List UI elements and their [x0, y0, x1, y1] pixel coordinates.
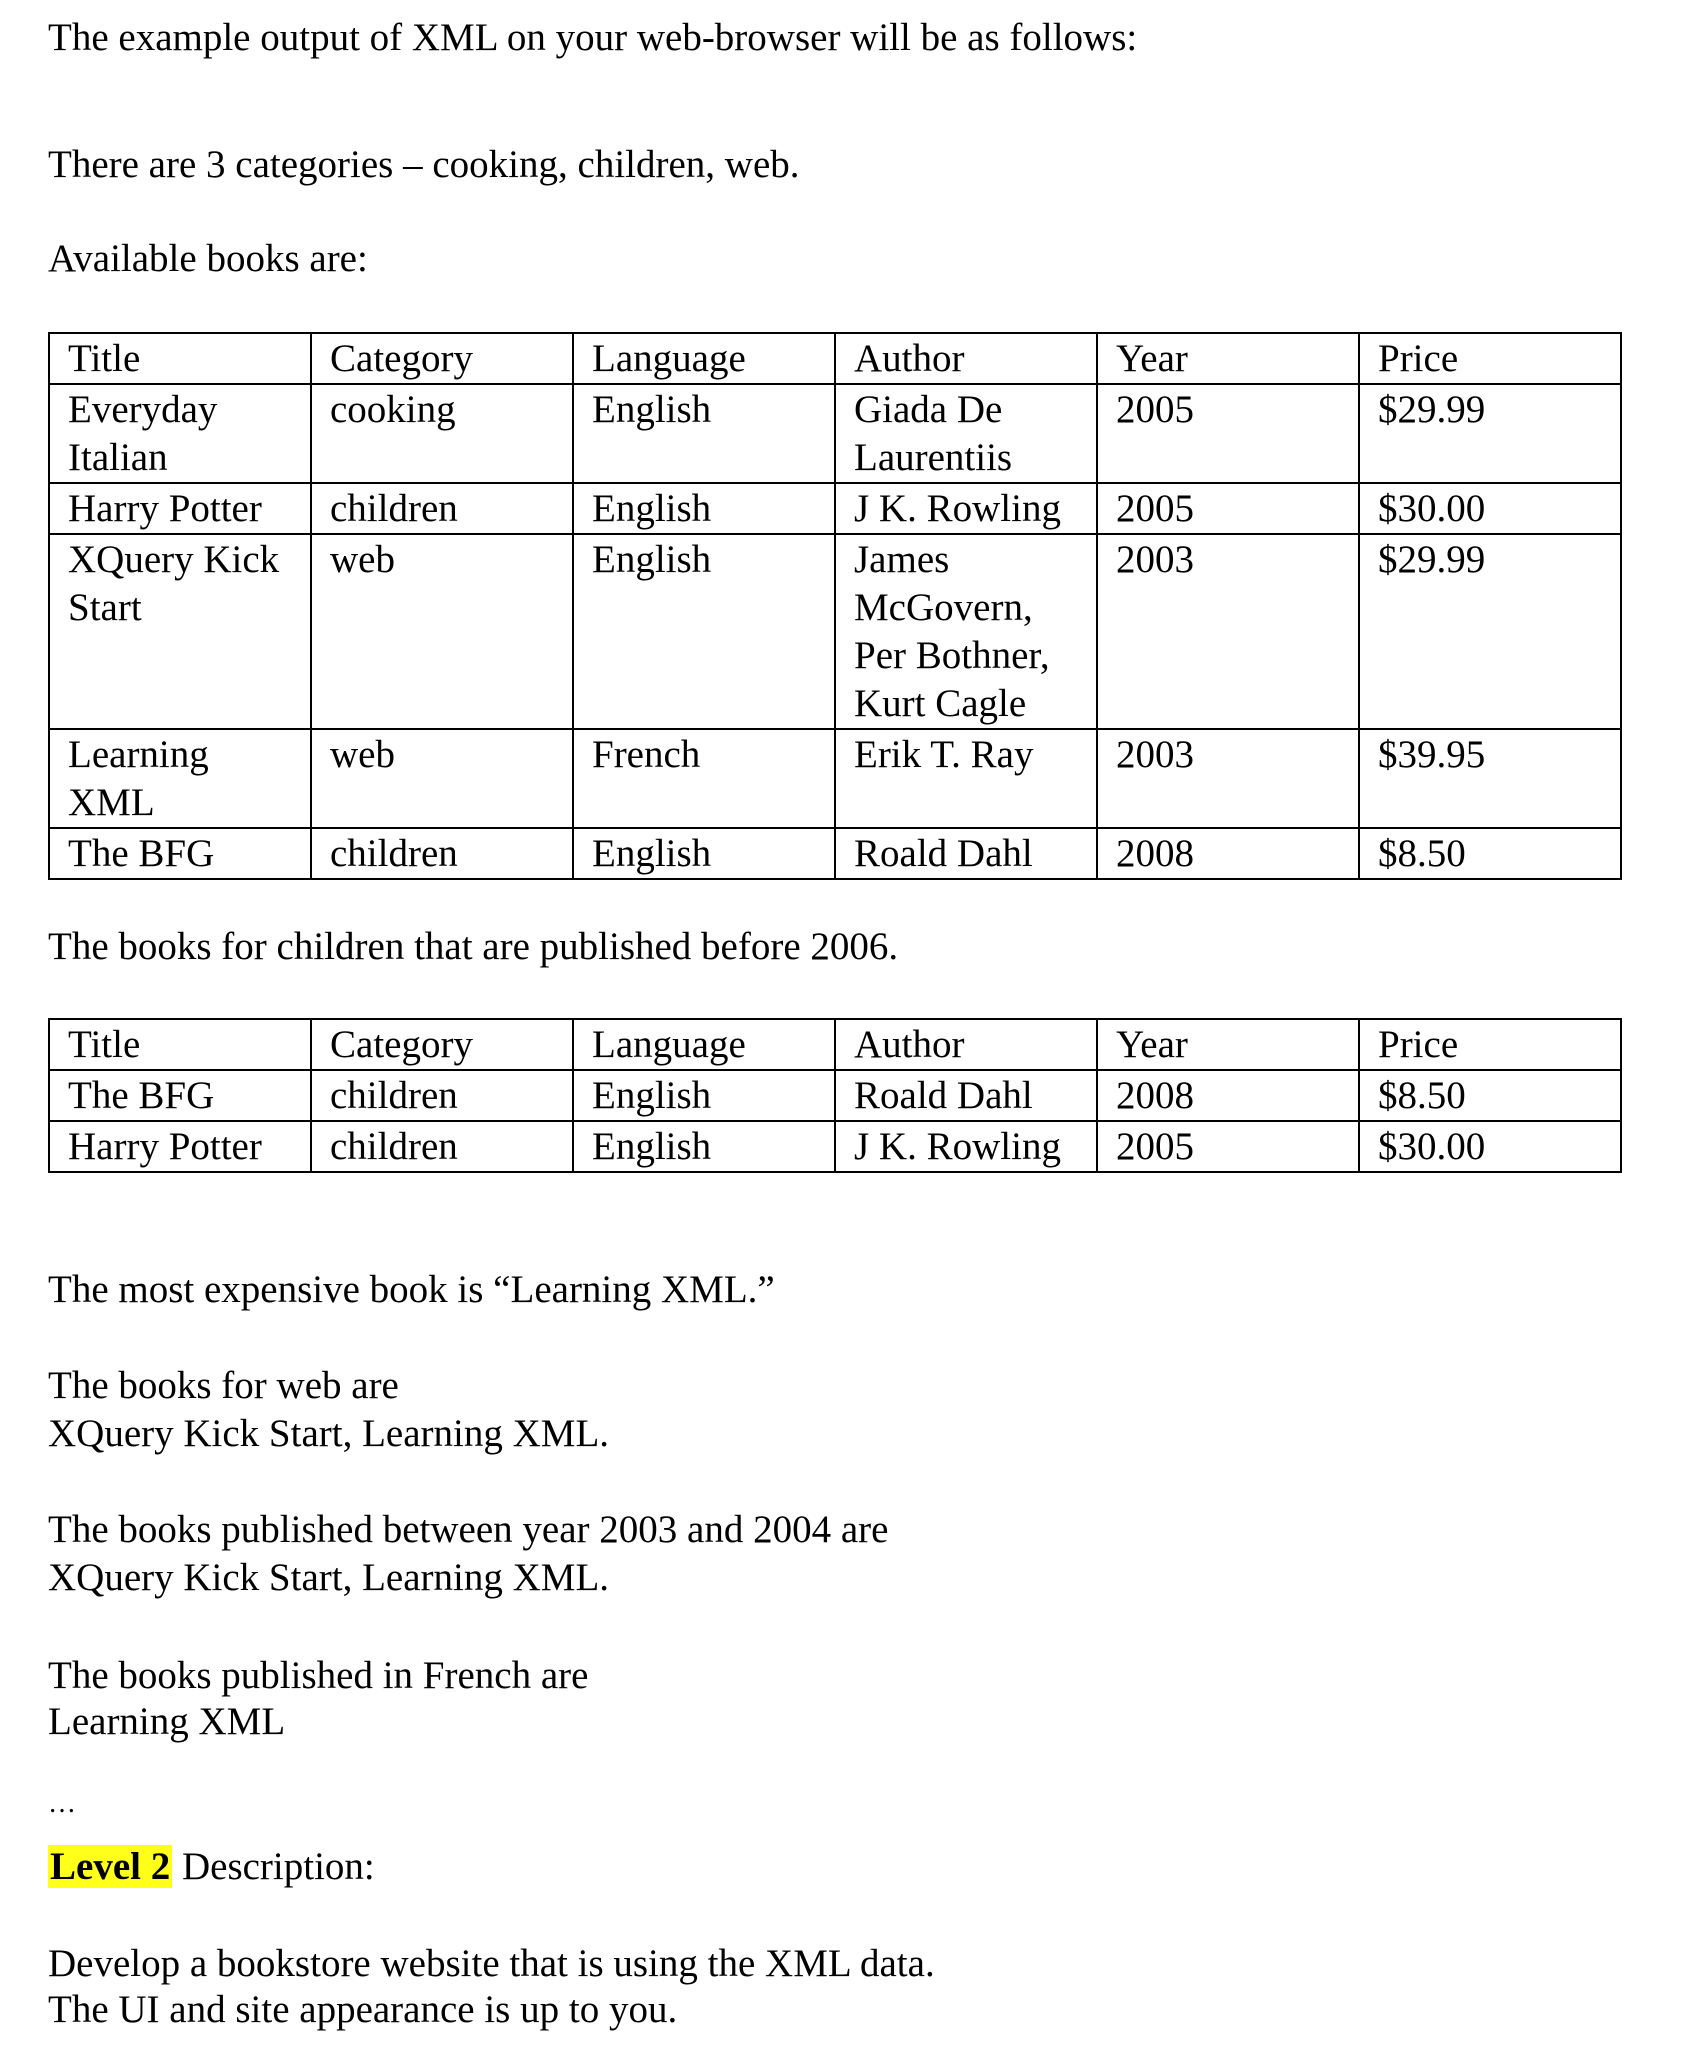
- available-books-label: Available books are:: [48, 237, 368, 280]
- header-cell: Author: [835, 1019, 1097, 1070]
- price-cell: $30.00: [1359, 1121, 1621, 1172]
- develop-line1: Develop a bookstore website that is using the XML data.: [48, 1942, 935, 1985]
- title-cell: Learning XML: [49, 729, 311, 828]
- table-row: [49, 729, 1621, 828]
- table-row: [49, 1070, 1621, 1121]
- author-cell: [835, 384, 1097, 483]
- title-cell: Everyday Italian: [49, 384, 311, 483]
- table-header-row: [49, 333, 1621, 384]
- price-cell: $29.99: [1359, 384, 1621, 483]
- category-cell: web: [311, 729, 573, 828]
- language-cell: English: [573, 1070, 835, 1121]
- year-cell: 2003: [1097, 534, 1359, 729]
- title-cell: Harry Potter: [49, 1121, 311, 1172]
- header-cell: Title: [49, 333, 311, 384]
- year-cell: 2008: [1097, 1070, 1359, 1121]
- year-cell: 2005: [1097, 483, 1359, 534]
- level-rest: Description:: [172, 1845, 375, 1888]
- author-cell: J K. Rowling: [835, 1121, 1097, 1172]
- category-cell: web: [311, 534, 573, 729]
- language-cell: English: [573, 384, 835, 483]
- author-cell: Erik T. Ray: [835, 729, 1097, 828]
- header-cell: Price: [1359, 333, 1621, 384]
- category-cell: children: [311, 1121, 573, 1172]
- header-cell: Year: [1097, 333, 1359, 384]
- year-cell: 2005: [1097, 1121, 1359, 1172]
- year-books-line1: The books published between year 2003 and 2004 are: [48, 1508, 889, 1551]
- table-row: [49, 384, 1621, 483]
- header-cell: Title: [49, 1019, 311, 1070]
- header-cell: Category: [311, 333, 573, 384]
- table-row: [49, 828, 1621, 879]
- table-header-row: [49, 1019, 1621, 1070]
- categories-text: There are 3 categories – cooking, children, web.: [48, 143, 800, 186]
- category-cell: cooking: [311, 384, 573, 483]
- children-books-label: The books for children that are published before 2006.: [48, 925, 899, 968]
- language-cell: English: [573, 483, 835, 534]
- price-cell: $8.50: [1359, 828, 1621, 879]
- children-books-table: [48, 1018, 1622, 1173]
- ellipsis: …: [48, 1788, 76, 1819]
- header-cell: Language: [573, 333, 835, 384]
- title-cell: Harry Potter: [49, 483, 311, 534]
- language-cell: English: [573, 1121, 835, 1172]
- web-books-line2: XQuery Kick Start, Learning XML.: [48, 1412, 610, 1455]
- title-cell: The BFG: [49, 1070, 311, 1121]
- table-row: [49, 534, 1621, 729]
- header-cell: Language: [573, 1019, 835, 1070]
- price-cell: $39.95: [1359, 729, 1621, 828]
- header-cell: Author: [835, 333, 1097, 384]
- title-cell: XQuery Kick Start: [49, 534, 311, 729]
- author-cell: James McGovern, Per Bothner, Kurt Cagle: [835, 534, 1097, 729]
- books-table: [48, 332, 1622, 880]
- web-books-line1: The books for web are: [48, 1364, 399, 1407]
- category-cell: children: [311, 828, 573, 879]
- level-description: [48, 1843, 375, 1891]
- year-books-line2: XQuery Kick Start, Learning XML.: [48, 1556, 610, 1599]
- author-cell: Roald Dahl: [835, 1070, 1097, 1121]
- price-cell: $29.99: [1359, 534, 1621, 729]
- author-cell: Roald Dahl: [835, 828, 1097, 879]
- french-books-line1: The books published in French are: [48, 1654, 589, 1697]
- year-cell: 2008: [1097, 828, 1359, 879]
- header-cell: Category: [311, 1019, 573, 1070]
- year-cell: 2003: [1097, 729, 1359, 828]
- category-cell: children: [311, 1070, 573, 1121]
- price-cell: $8.50: [1359, 1070, 1621, 1121]
- year-cell: 2005: [1097, 384, 1359, 483]
- most-expensive-text: The most expensive book is “Learning XML.”: [48, 1268, 775, 1311]
- french-books-line2: Learning XML: [48, 1700, 286, 1743]
- price-cell: $30.00: [1359, 483, 1621, 534]
- header-cell: Price: [1359, 1019, 1621, 1070]
- title-cell: The BFG: [49, 828, 311, 879]
- language-cell: English: [573, 828, 835, 879]
- author-cell: J K. Rowling: [835, 483, 1097, 534]
- language-cell: French: [573, 729, 835, 828]
- develop-line2: The UI and site appearance is up to you.: [48, 1988, 678, 2031]
- table-row: [49, 483, 1621, 534]
- header-cell: Year: [1097, 1019, 1359, 1070]
- author-text: Giada De Laurentiis: [854, 388, 1013, 479]
- table-row: [49, 1121, 1621, 1172]
- level-highlight: Level 2: [50, 1845, 171, 1888]
- language-cell: English: [573, 534, 835, 729]
- intro-text: The example output of XML on your web-browser will be as follows:: [48, 16, 1138, 59]
- category-cell: children: [311, 483, 573, 534]
